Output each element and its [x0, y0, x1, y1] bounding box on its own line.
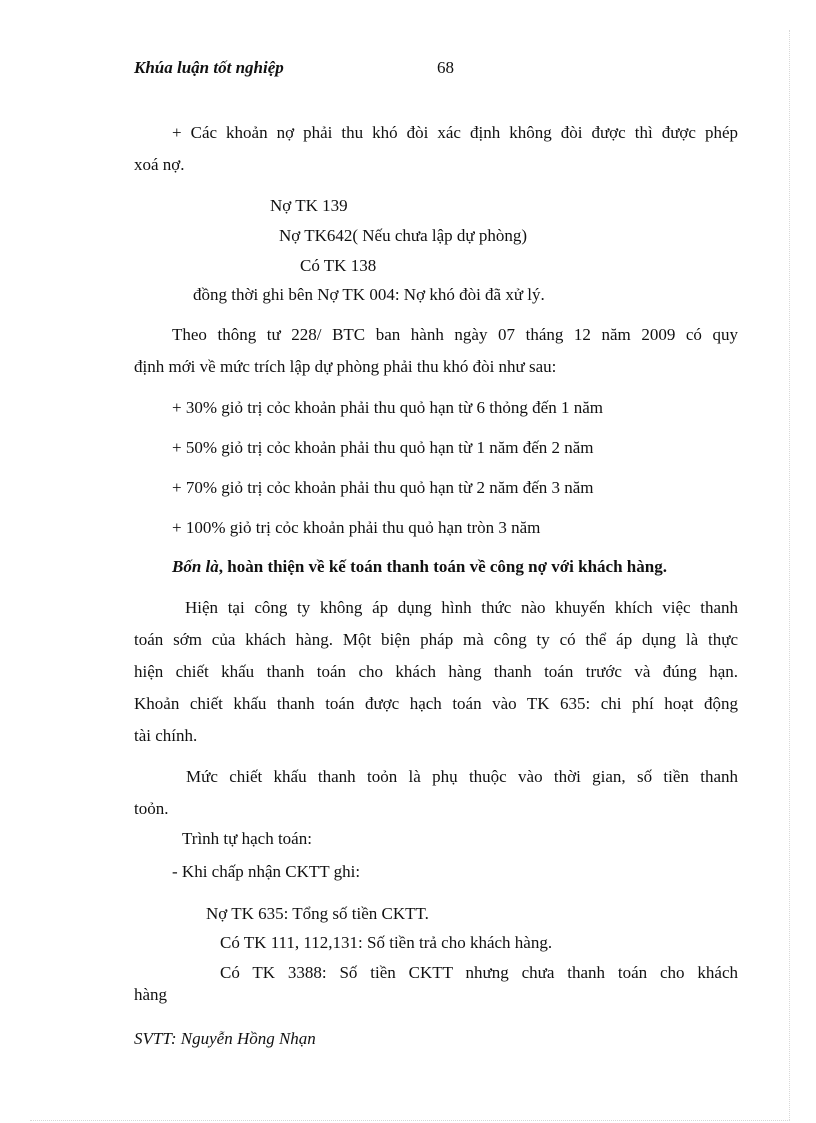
- paragraph-discount-line5: tài chính.: [134, 726, 198, 745]
- paragraph-discount-line3: hiện chiết khấu thanh toán cho khách hàng thanh toán trước và đúng hạn.: [134, 662, 738, 681]
- journal-entry-debit-635: Nợ TK 635: Tổng số tiền CKTT.: [206, 904, 429, 923]
- thesis-title: Khúa luận tốt nghiệp: [134, 58, 284, 77]
- journal-entry-debit-139: Nợ TK 139: [270, 196, 348, 215]
- journal-entry-credit-3388-line2: hàng: [134, 985, 168, 1004]
- procedure-title: Trình tự hạch toán:: [182, 829, 312, 848]
- journal-entry-debit-642: Nợ TK642( Nếu chưa lập dự phòng): [279, 226, 528, 245]
- paragraph-discount-line1: Hiện tại công ty không áp dụng hình thức nào khuyến khích việc thanh: [185, 598, 738, 617]
- provision-rate-item: + 30% giỏ trị cỏc khoản phải thu quỏ hạn từ 6 thỏng đến 1 năm: [172, 398, 603, 417]
- paragraph-discount-line2: toán sớm của khách hàng. Một biện pháp mà công ty có thể áp dụng là thực: [134, 630, 738, 649]
- paragraph-writeoff-line1: + Các khoản nợ phải thu khó đòi xác định không đòi được thì được phép: [172, 123, 738, 142]
- section-heading-prefix: Bốn là: [172, 557, 219, 576]
- provision-rate-item: + 100% giỏ trị cỏc khoản phải thu quỏ hạn tròn 3 năm: [172, 518, 541, 537]
- page-border-bottom: [30, 1120, 790, 1121]
- paragraph-discount-line4: Khoản chiết khấu thanh toán được hạch toán vào TK 635: chi phí hoạt động: [134, 694, 738, 713]
- page-border-right: [789, 30, 790, 1120]
- provision-rate-item: + 70% giỏ trị cỏc khoản phải thu quỏ hạn từ 2 năm đến 3 năm: [172, 478, 594, 497]
- journal-entry-credit-138: Có TK 138: [300, 256, 377, 275]
- journal-entry-credit-111: Có TK 111, 112,131: Số tiền trả cho khách hàng.: [220, 933, 553, 952]
- paragraph-rate-line1: Mức chiết khấu thanh toỏn là phụ thuộc vào thời gian, số tiền thanh: [186, 767, 738, 786]
- footer-author: SVTT: Nguyễn Hồng Nhạn: [134, 1029, 316, 1048]
- journal-entry-credit-3388-line1: Có TK 3388: Số tiền CKTT nhưng chưa thanh toán cho khách: [220, 963, 738, 982]
- provision-rate-item: + 50% giỏ trị cỏc khoản phải thu quỏ hạn từ 1 năm đến 2 năm: [172, 438, 594, 457]
- section-heading-rest: , hoàn thiện về kế toán thanh toán về công nợ với khách hàng.: [218, 557, 667, 576]
- journal-entry-note-004: đồng thời ghi bên Nợ TK 004: Nợ khó đòi đã xử lý.: [193, 285, 545, 304]
- page-number: 68: [437, 58, 454, 77]
- paragraph-writeoff-line2: xoá nợ.: [134, 155, 185, 174]
- paragraph-circular-line1: Theo thông tư 228/ BTC ban hành ngày 07 tháng 12 năm 2009 có quy: [172, 325, 738, 344]
- paragraph-circular-line2: định mới về mức trích lập dự phòng phải thu khó đòi như sau:: [134, 357, 557, 376]
- section-heading: [172, 557, 667, 577]
- procedure-item: - Khi chấp nhận CKTT ghi:: [172, 862, 361, 881]
- paragraph-rate-line2: toỏn.: [134, 799, 169, 818]
